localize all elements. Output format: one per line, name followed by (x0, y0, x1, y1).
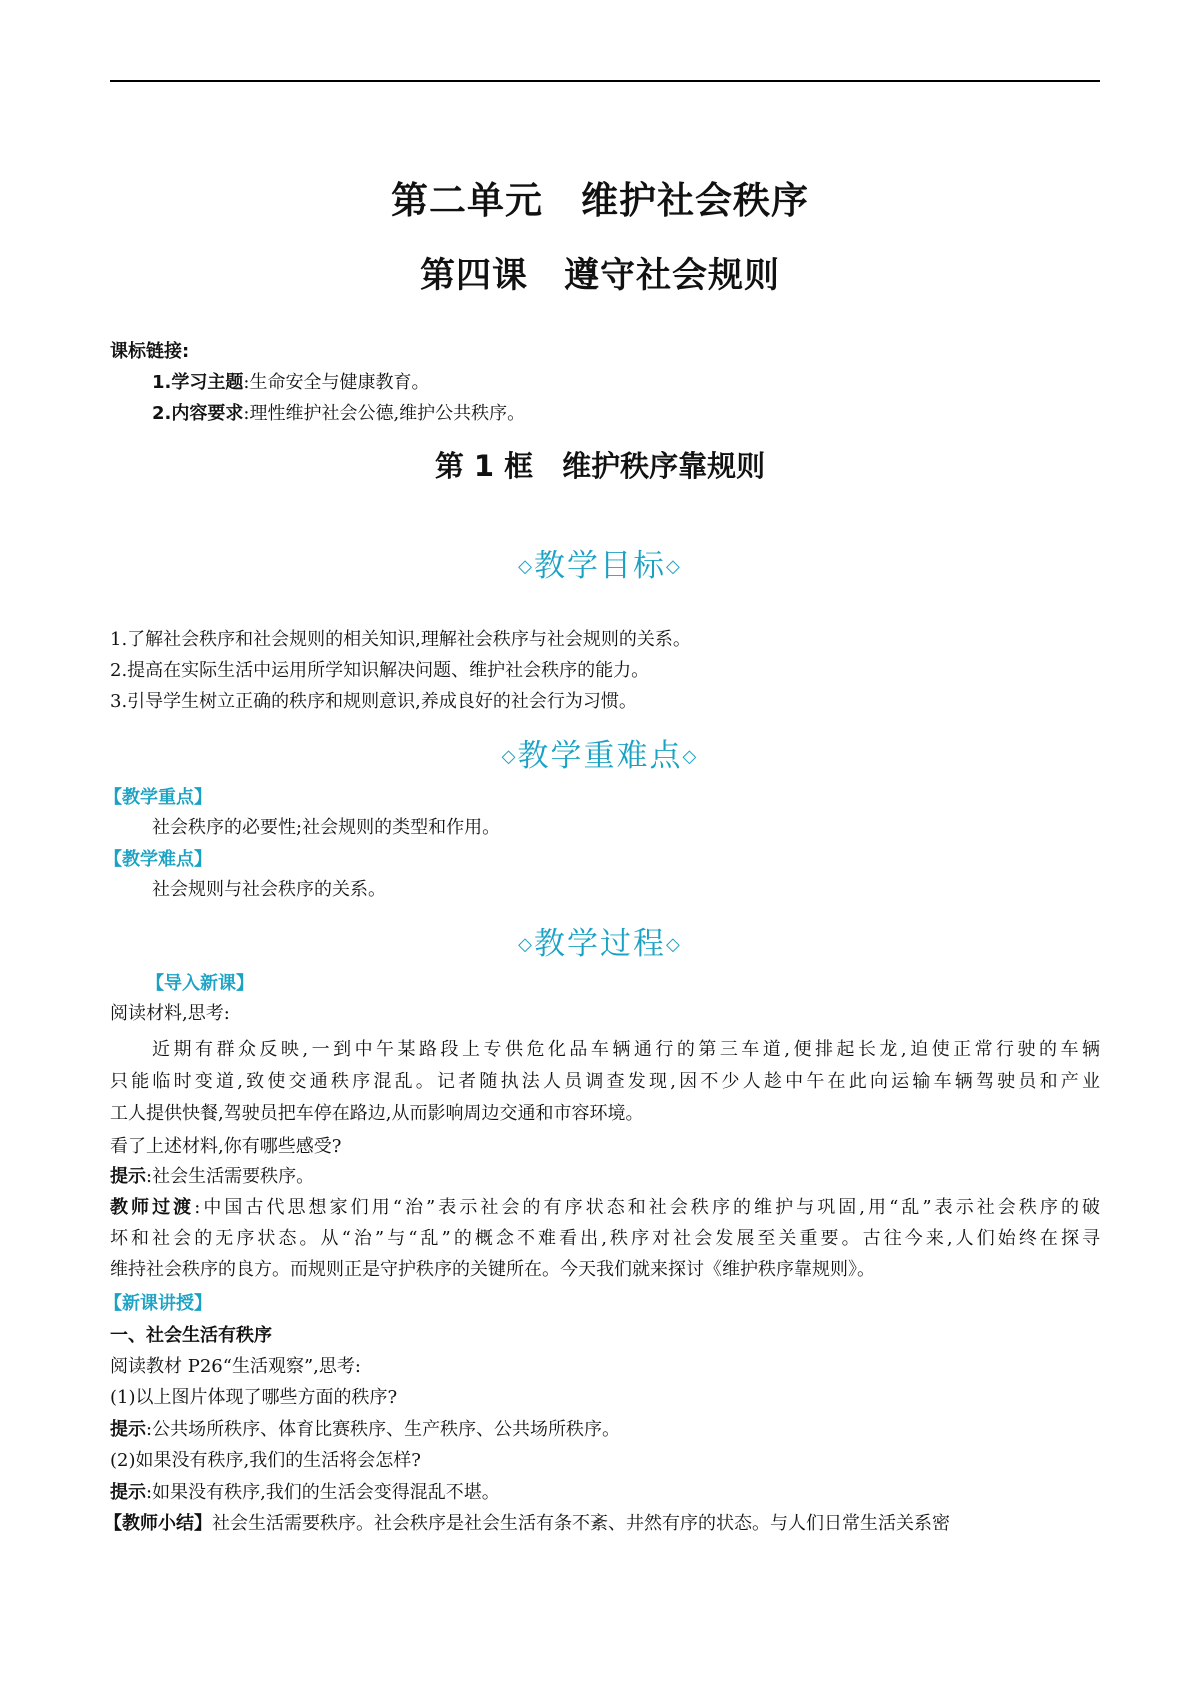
standards-item-2-text: :理性维护社会公德,维护公共秩序。 (243, 403, 526, 424)
hint-text: :社会生活需要秩序。 (146, 1166, 315, 1187)
standards-label: 课标链接: (110, 341, 190, 362)
objectives-heading (0, 540, 1200, 585)
process-heading-text: 教学过程 (534, 926, 666, 962)
part1-prompt: 阅读教材 P26“生活观察”,思考: (110, 1356, 361, 1377)
hint (110, 1165, 314, 1189)
question-2: (2)如果没有秩序,我们的生活将会怎样? (110, 1450, 421, 1471)
hint-1 (110, 1418, 620, 1442)
standards-item-1-label: 1.学习主题 (152, 372, 244, 393)
unit-title: 第二单元 维护社会秩序 (391, 179, 809, 222)
hint-1-label: 提示 (110, 1419, 146, 1440)
transition-text: :中国古代思想家们用“治”表示社会的有序状态和社会秩序的维护与巩固,用“乱”表示社会秩序的破 (194, 1197, 1101, 1218)
question: 看了上述材料,你有哪些感受? (110, 1136, 342, 1157)
diamond-icon: ◇ (518, 556, 534, 577)
objective-item: 1.了解社会秩序和社会规则的相关知识,理解社会秩序与社会规则的关系。 (110, 629, 691, 650)
process-heading (0, 918, 1200, 963)
standards-item-1 (152, 371, 429, 395)
standards-item-1-text: :生命安全与健康教育。 (243, 372, 430, 393)
objective-item: 2.提高在实际生活中运用所学知识解决问题、维护社会秩序的能力。 (110, 660, 650, 681)
question-1: (1)以上图片体现了哪些方面的秩序? (110, 1387, 398, 1408)
standards-item-2 (152, 402, 525, 426)
hint-2-label: 提示 (110, 1482, 146, 1503)
diamond-icon: ◇ (666, 556, 682, 577)
objective-item: 3.引导学生树立正确的秩序和规则意识,养成良好的社会行为习惯。 (110, 691, 637, 712)
material-line: 只能临时变道,致使交通秩序混乱。记者随执法人员调查发现,因不少人趁中午在此向运输车辆驾驶员和产业 (110, 1071, 1100, 1092)
focus-label: 【教学重点】 (104, 787, 212, 808)
transition-line: 坏和社会的无序状态。从“治”与“乱”的概念不难看出,秩序对社会发展至关重要。古往今来,人们始终在探寻 (110, 1228, 1100, 1249)
lesson-title: 第四课 遵守社会规则 (419, 256, 780, 296)
hint-2-text: :如果没有秩序,我们的生活会变得混乱不堪。 (146, 1482, 500, 1503)
part1-title: 一、社会生活有秩序 (110, 1325, 272, 1346)
header-rule (110, 80, 1100, 82)
standards-item-2-label: 2.内容要求 (152, 403, 244, 424)
focus-text: 社会秩序的必要性;社会规则的类型和作用。 (152, 817, 501, 838)
transition-line (110, 1196, 1100, 1220)
difficulty-text: 社会规则与社会秩序的关系。 (152, 879, 386, 900)
objectives-heading-text: 教学目标 (534, 548, 666, 584)
material-line: 近期有群众反映,一到中午某路段上专供危化品车辆通行的第三车道,便排起长龙,迫使正常行驶的车辆 (152, 1039, 1100, 1060)
hint-label: 提示 (110, 1166, 146, 1187)
key-points-heading (0, 730, 1200, 775)
transition-label: 教师过渡 (110, 1197, 195, 1218)
material-line: 工人提供快餐,驾驶员把车停在路边,从而影响周边交通和市容环境。 (110, 1103, 644, 1124)
hint-2 (110, 1481, 500, 1505)
key-points-heading-text: 教学重难点 (517, 738, 683, 774)
summary (104, 1512, 950, 1536)
intro-prompt: 阅读材料,思考: (110, 1003, 230, 1024)
summary-label: 【教师小结】 (104, 1513, 212, 1534)
hint-1-text: :公共场所秩序、体育比赛秩序、生产秩序、公共场所秩序。 (146, 1419, 621, 1440)
diamond-icon: ◇ (666, 934, 682, 955)
intro-label: 【导入新课】 (146, 973, 254, 994)
diamond-icon: ◇ (682, 746, 699, 767)
section-title: 第 1 框 维护秩序靠规则 (434, 449, 766, 483)
transition-line: 维持社会秩序的良方。而规则正是守护秩序的关键所在。今天我们就来探讨《维护秩序靠规则》。 (110, 1259, 875, 1280)
diamond-icon: ◇ (501, 746, 518, 767)
summary-text: 社会生活需要秩序。社会秩序是社会生活有条不紊、井然有序的状态。与人们日常生活关系密 (212, 1513, 950, 1534)
difficulty-label: 【教学难点】 (104, 849, 212, 870)
new-lesson-label: 【新课讲授】 (104, 1293, 212, 1314)
diamond-icon: ◇ (518, 934, 534, 955)
